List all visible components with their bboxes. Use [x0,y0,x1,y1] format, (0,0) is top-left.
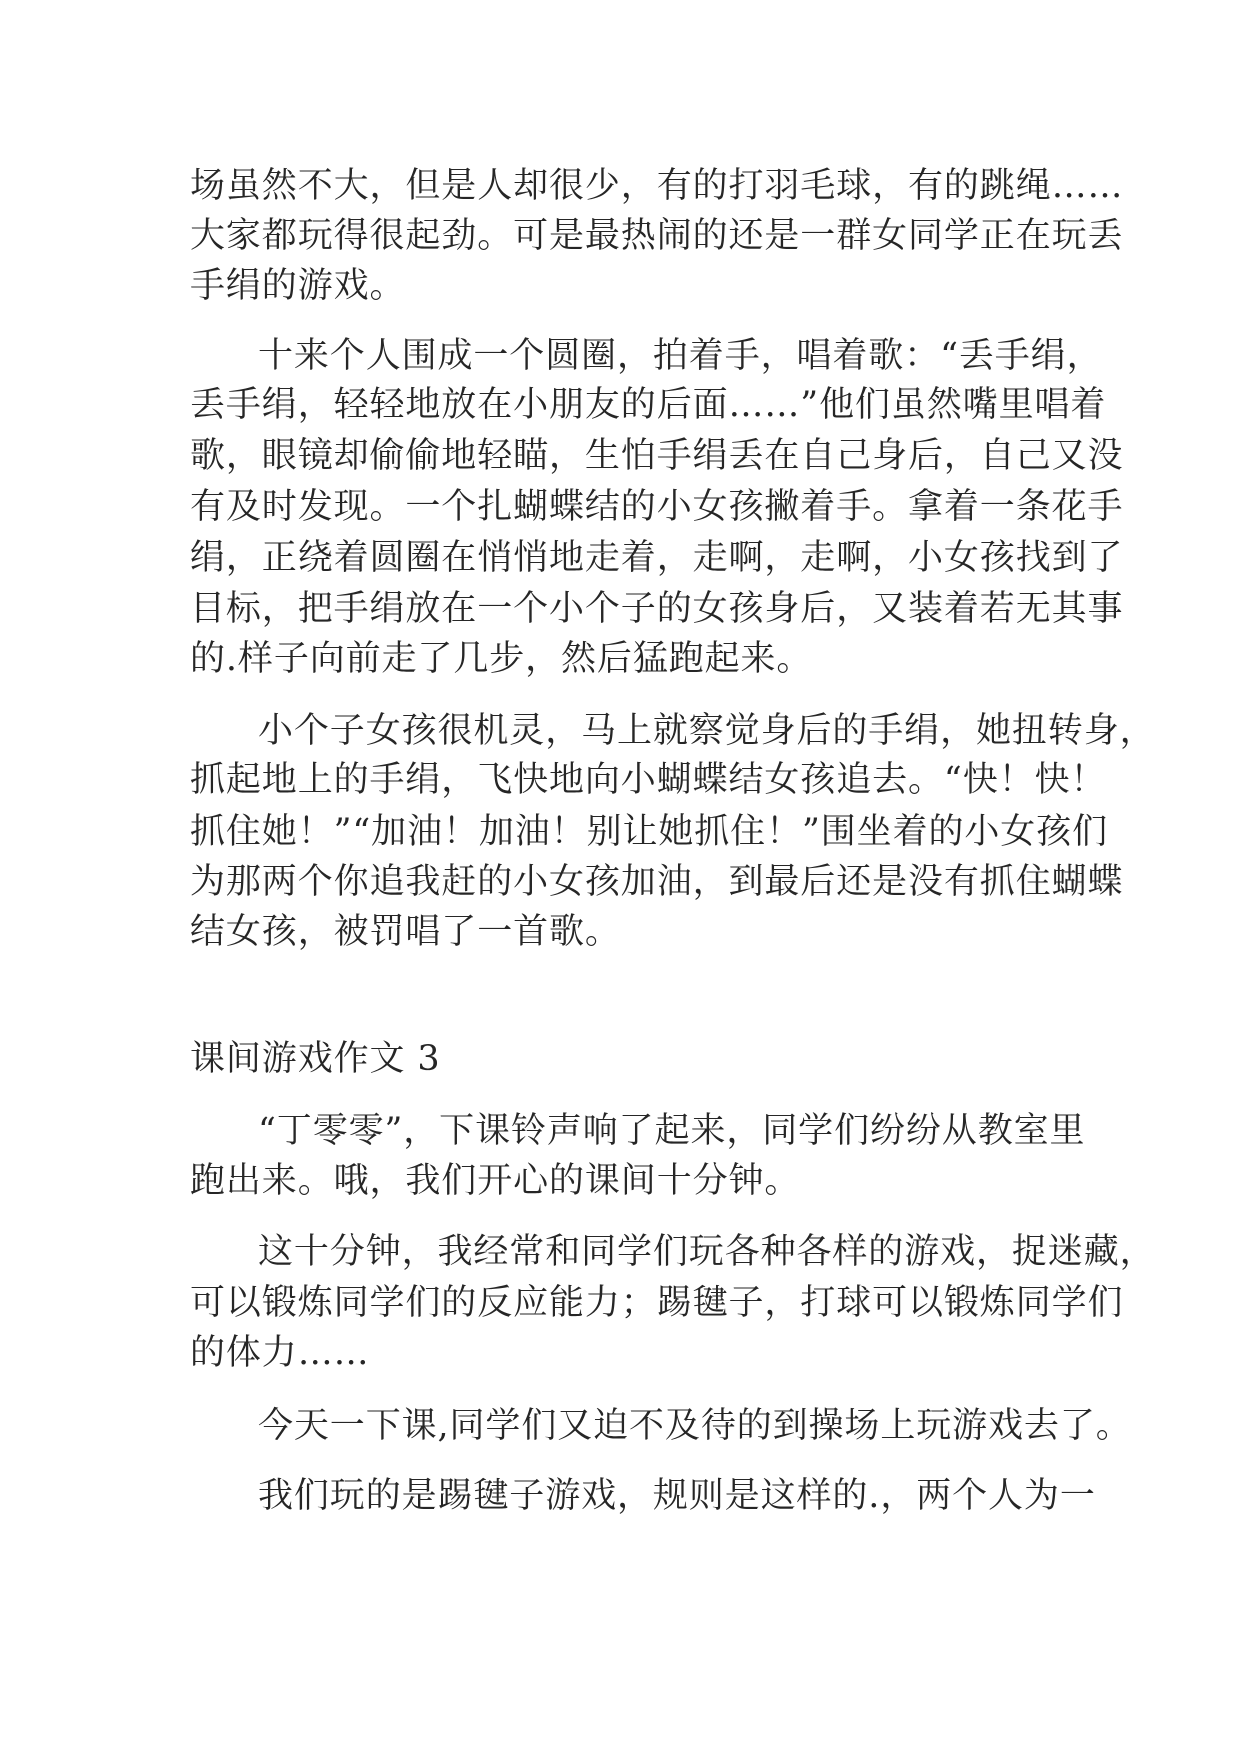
text-line: 结女孩，被罚唱了一首歌。 [190,912,621,952]
text-line: 今天一下课,同学们又迫不及待的到操场上玩游戏去了。 [258,1406,1132,1446]
text-line: 为那两个你追我赶的小女孩加油，到最后还是没有抓住蝴蝶 [190,862,1124,902]
section-heading: 课间游戏作文 3 [190,1039,441,1079]
text-line: 歌，眼镜却偷偷地轻瞄，生怕手绢丢在自己身后，自己又没 [190,436,1124,476]
text-line: 有及时发现。一个扎蝴蝶结的小女孩撇着手。拿着一条花手 [190,487,1124,527]
text-line: 手绢的游戏。 [190,266,406,306]
text-line: 可以锻炼同学们的反应能力；踢毽子，打球可以锻炼同学们 [190,1283,1124,1323]
text-line: 丢手绢，轻轻地放在小朋友的后面……”他们虽然嘴里唱着 [190,385,1107,425]
text-line: 十来个人围成一个圆圈，拍着手，唱着歌：“丢手绢， [258,336,1103,376]
text-line: 的体力…… [190,1333,370,1373]
text-line: 这十分钟，我经常和同学们玩各种各样的游戏，捉迷藏， [258,1232,1156,1272]
text-line: 抓住她！”“加油！加油！别让她抓住！”围坐着的小女孩们 [190,812,1108,852]
text-line: 绢，正绕着圆圈在悄悄地走着，走啊，走啊，小女孩找到了 [190,538,1124,578]
text-line: 我们玩的是踢毽子游戏，规则是这样的.，两个人为一 [258,1476,1096,1516]
text-line: 的.样子向前走了几步，然后猛跑起来。 [190,639,813,679]
text-line: 小个子女孩很机灵，马上就察觉身后的手绢，她扭转身， [258,711,1156,751]
text-line: 目标，把手绢放在一个小个子的女孩身后，又装着若无其事 [190,589,1124,629]
text-line: 场虽然不大，但是人却很少，有的打羽毛球，有的跳绳…… [190,166,1124,206]
text-line: 抓起地上的手绢，飞快地向小蝴蝶结女孩追去。“快！快！ [190,760,1107,800]
text-line: 跑出来。哦，我们开心的课间十分钟。 [190,1161,801,1201]
text-line: 大家都玩得很起劲。可是最热闹的还是一群女同学正在玩丢 [190,216,1124,256]
text-line: “丁零零”，下课铃声响了起来，同学们纷纷从教室里 [258,1111,1086,1151]
